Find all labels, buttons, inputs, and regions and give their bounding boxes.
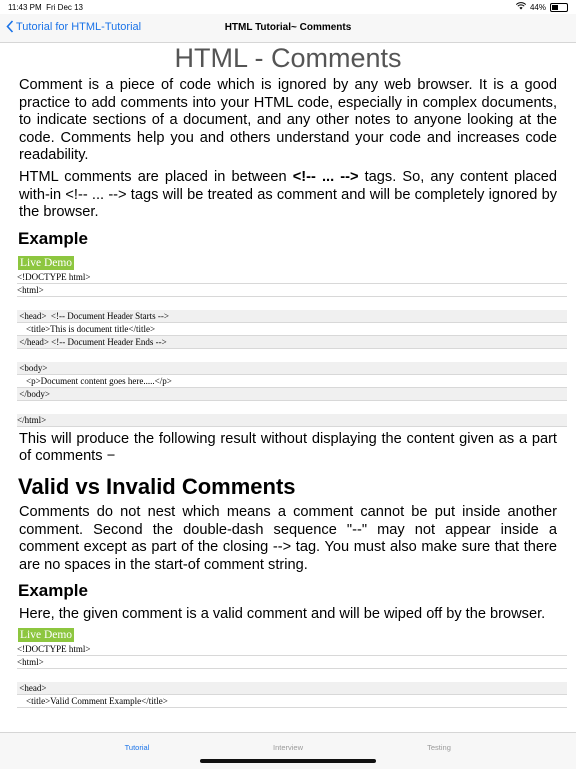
tab-bar [0,732,576,769]
navigation-bar [0,14,576,43]
tab-interview[interactable]: Interview [272,743,303,752]
code-line: <head> [17,682,567,695]
code-block [17,271,567,427]
syntax-tag-bold: <!-- ... --> [292,168,359,185]
wifi-icon [516,2,526,12]
code-line: <title>This is document title</title> [17,323,567,336]
battery-fill [552,5,558,10]
tab-testing[interactable]: Testing [427,743,451,752]
status-time: 11:43 PM [8,3,42,12]
code-line: <html> [17,284,567,297]
valid-comment-paragraph: Here, the given comment is a valid comment and will be wiped off by the browser. [19,606,546,623]
battery-icon [550,3,568,12]
home-indicator[interactable] [200,759,376,763]
code-line: <body> [17,362,567,375]
code-line: <head> <!-- Document Header Starts --> [17,310,567,323]
code-block [17,643,567,708]
nav-title: HTML Tutorial~ Comments [224,22,352,33]
intro-paragraph: Comment is a piece of code which is ignored by any web browser. It is a good practice to add comments into your HTML code, especially in complex documents, to indicate sections of a document, and any other notes to anyone looking at the code. Comments help you and others understand your code and increases code readability. [19,77,557,164]
syntax-text-c: tags. So, any content placed with-in <!-- ... --> tags will be treated as comment and will be completely ignored by the browser. [19,168,557,221]
status-right [516,2,568,12]
code-line-blank [17,349,567,362]
code-line: <p>Document content goes here.....</p> [17,375,567,388]
tutorial-content[interactable] [0,42,576,732]
page-title: HTML - Comments [174,43,402,73]
status-time-date [8,3,83,12]
section-heading: Valid vs Invalid Comments [18,473,296,499]
code-line-blank [17,669,567,682]
back-button-label: Tutorial for HTML-Tutorial [16,20,142,33]
tab-tutorial[interactable]: Tutorial [124,743,150,752]
example-heading: Example [18,228,88,248]
status-date: Fri Dec 13 [46,3,84,12]
live-demo-button[interactable]: Live Demo [20,256,73,269]
code-line-blank [17,297,567,310]
comment-syntax-paragraph [19,169,557,222]
code-line: <html> [17,656,567,669]
code-line: <!DOCTYPE html> [17,643,567,656]
nesting-paragraph: Comments do not nest which means a comment cannot be put inside another comment. Second the double-dash sequence "--" may not appear inside a comment except as part of the closing --> tag. You must also make sure that there are no spaces in the start-of comment string. [19,503,557,573]
code-line: </html> [17,414,567,427]
code-line: <title>Valid Comment Example</title> [17,695,567,708]
battery-percent: 44% [529,2,546,12]
code-line: <!DOCTYPE html> [17,271,567,284]
code-line-blank [17,401,567,414]
live-demo-button[interactable]: Live Demo [20,628,73,641]
syntax-text-a: HTML comments are placed in between [19,168,293,185]
example-heading: Example [18,581,88,601]
status-bar [0,0,576,14]
code-line: </body> [17,388,567,401]
code-line: </head> <!-- Document Header Ends --> [17,336,567,349]
result-paragraph: This will produce the following result without displaying the content given as a part of comments − [19,430,557,465]
